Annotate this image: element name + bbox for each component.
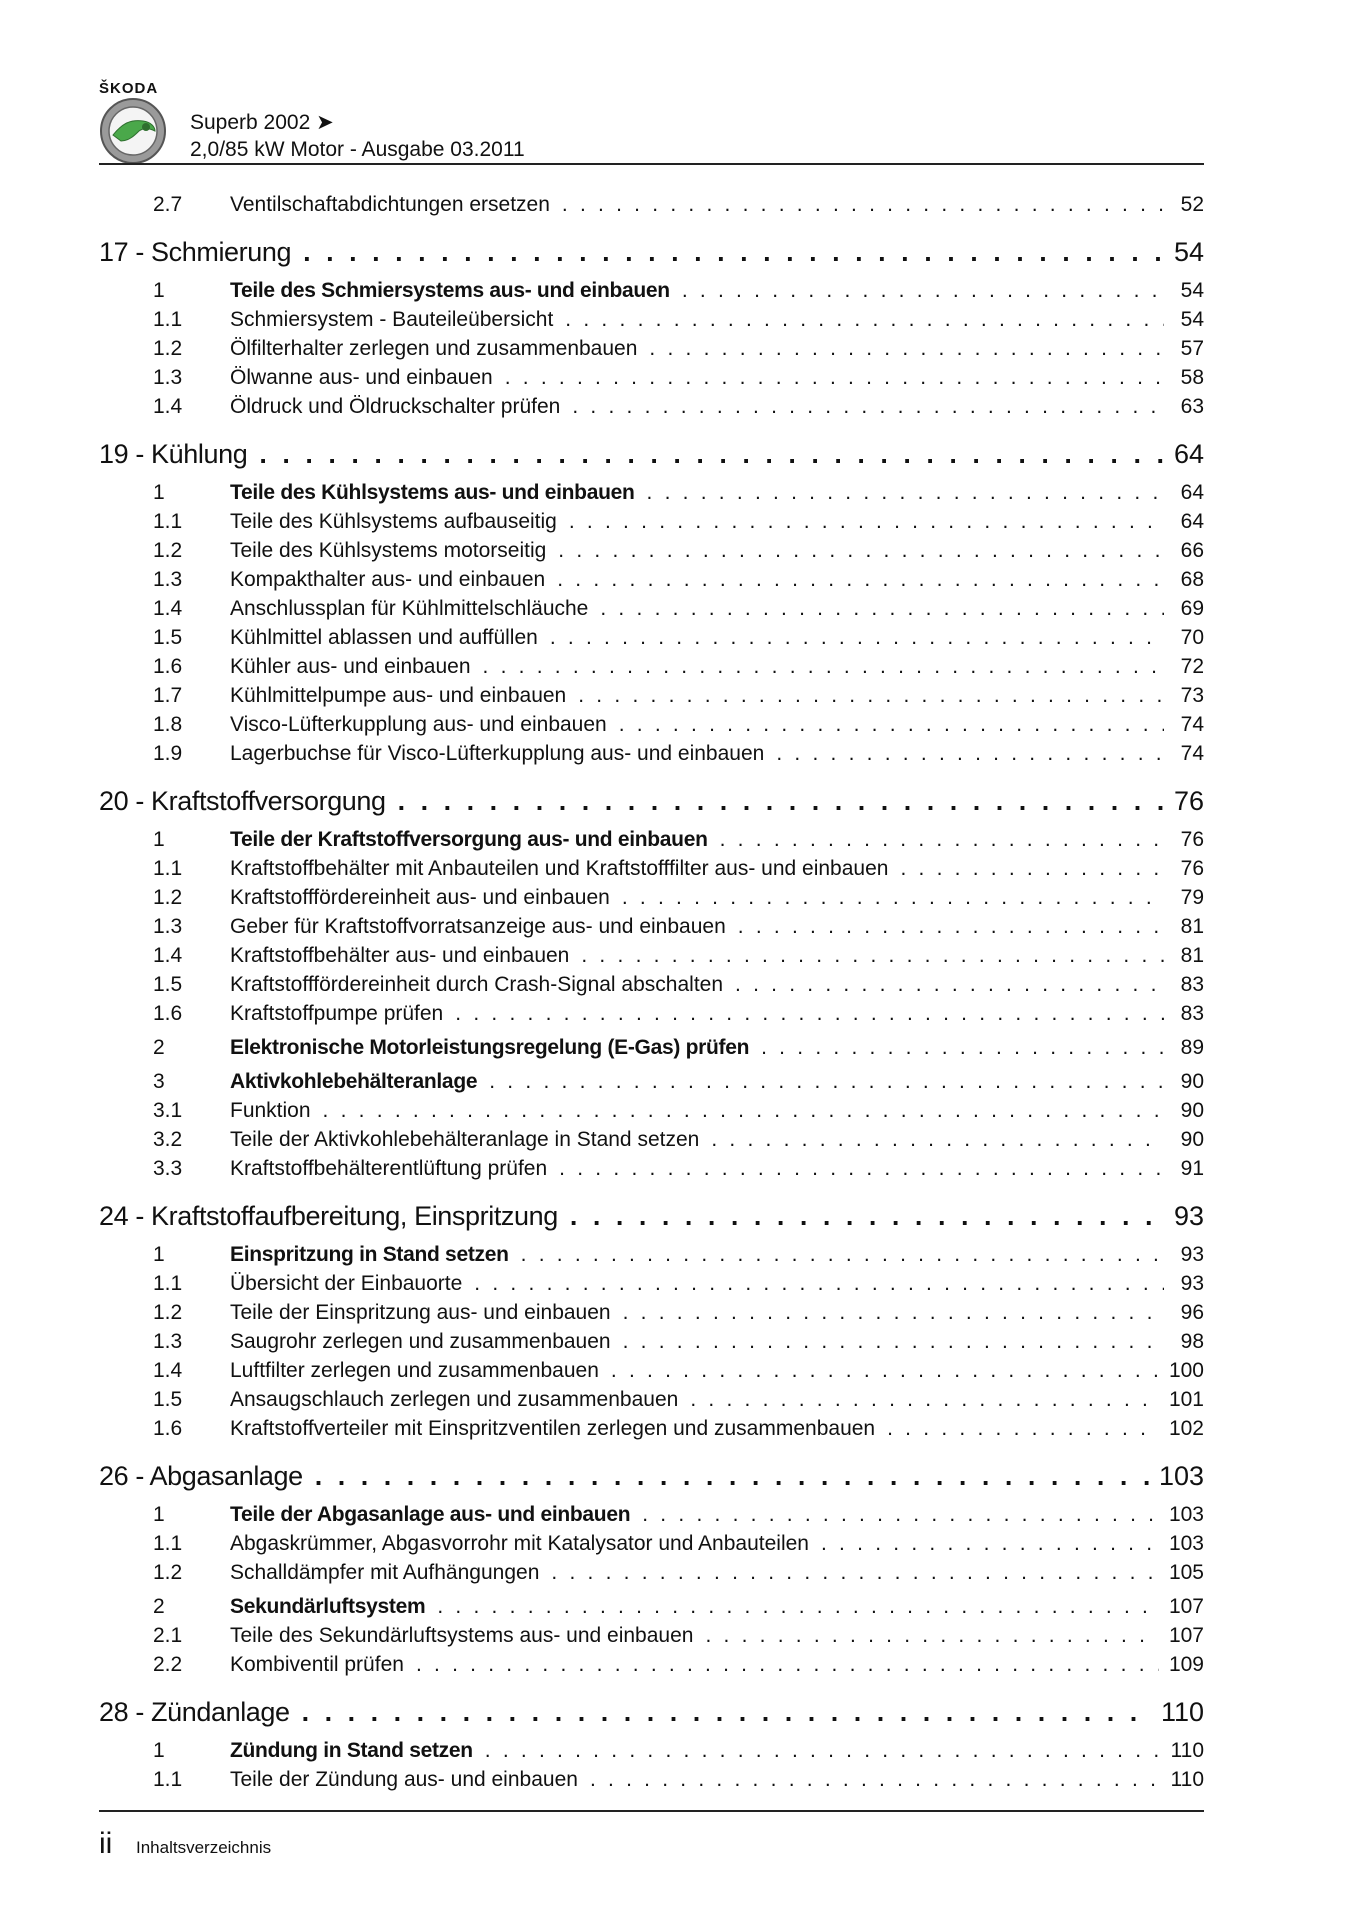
toc-item[interactable]: [99, 594, 1204, 623]
toc-title: Geber für Kraftstoffvorratsanzeige aus- und einbauen: [230, 915, 726, 938]
toc-number: 1: [153, 828, 165, 851]
toc-title: Teile des Schmiersystems aus- und einbauen: [230, 279, 670, 302]
toc-title: Teile der Aktivkohlebehälteranlage in Stand setzen: [230, 1128, 700, 1151]
dot-leader: [562, 190, 1164, 219]
toc-item[interactable]: [99, 305, 1204, 334]
toc-title: Schmiersystem - Bauteileübersicht: [230, 308, 554, 331]
toc-number: 1.5: [153, 626, 183, 649]
toc-item[interactable]: [99, 970, 1204, 999]
toc-item[interactable]: [99, 363, 1204, 392]
toc-title: Teile der Abgasanlage aus- und einbauen: [230, 1503, 631, 1526]
toc-title: Visco-Lüfterkupplung aus- und einbauen: [230, 713, 607, 736]
dot-leader: [315, 1457, 1149, 1495]
toc-number: 1.2: [153, 886, 183, 909]
dot-leader: [735, 970, 1164, 999]
toc-number: 1.1: [153, 308, 183, 331]
toc-title: Abgaskrümmer, Abgasvorrohr mit Katalysator und Anbauteilen: [230, 1532, 809, 1555]
toc-number: 1.4: [153, 1359, 183, 1382]
toc-page-number: 91: [1180, 1157, 1204, 1180]
toc-title: Ölfilterhalter zerlegen und zusammenbauen: [230, 337, 638, 360]
toc-title: Kraftstoffbehälter aus- und einbauen: [230, 944, 570, 967]
toc-item[interactable]: [99, 1269, 1204, 1298]
toc-title: Kühler aus- und einbauen: [230, 655, 471, 678]
toc-page-number: 54: [1180, 308, 1204, 331]
toc-number: 1.4: [153, 597, 183, 620]
toc-page-number: 64: [1180, 510, 1204, 533]
dot-leader: [720, 825, 1164, 854]
dot-leader: [559, 1154, 1164, 1183]
toc-page-number: 68: [1180, 568, 1204, 591]
toc-page-number: 52: [1180, 193, 1204, 216]
toc-number: 1: [153, 1503, 165, 1526]
toc-title: Teile des Sekundärluftsystems aus- und einbauen: [230, 1624, 694, 1647]
dot-leader: [682, 276, 1164, 305]
toc-page-number: 63: [1180, 395, 1204, 418]
toc-page-number: 90: [1180, 1070, 1204, 1093]
dot-leader: [483, 652, 1164, 681]
toc-page-number: 83: [1180, 973, 1204, 996]
toc-page-number: 93: [1173, 1201, 1204, 1231]
dot-leader: [505, 363, 1164, 392]
toc-number: 2.7: [153, 193, 183, 216]
dot-leader: [302, 1693, 1151, 1731]
toc-title: Elektronische Motorleistungsregelung (E-Gas) prüfen: [230, 1036, 750, 1059]
toc-item[interactable]: [99, 1154, 1204, 1183]
toc-title: Kraftstofffördereinheit aus- und einbauen: [230, 886, 610, 909]
toc-item[interactable]: [99, 392, 1204, 421]
footer-rule: [99, 1810, 1204, 1812]
toc-title: Kraftstoffverteiler mit Einspritzventilen zerlegen und zusammenbauen: [230, 1417, 876, 1440]
toc-page-number: 96: [1180, 1301, 1204, 1324]
toc-number: 1: [153, 481, 165, 504]
toc-title: Kühlmittelpumpe aus- und einbauen: [230, 684, 567, 707]
toc-section[interactable]: [99, 1736, 1204, 1765]
dot-leader: [551, 1558, 1159, 1587]
toc-page-number: 103: [1168, 1503, 1204, 1526]
toc-number: 3.3: [153, 1157, 183, 1180]
toc-item[interactable]: [99, 854, 1204, 883]
dot-leader: [323, 1096, 1164, 1125]
toc-page-number: 73: [1180, 684, 1204, 707]
toc-item[interactable]: [99, 912, 1204, 941]
toc-page-number: 102: [1168, 1417, 1204, 1440]
toc-page-number: 103: [1158, 1461, 1204, 1491]
dot-leader: [303, 233, 1164, 271]
toc-page-number: 110: [1160, 1697, 1204, 1727]
toc-title: Sekundärluftsystem: [230, 1595, 426, 1618]
toc-number: 1.6: [153, 1002, 183, 1025]
toc-section[interactable]: [99, 478, 1204, 507]
toc-number: 1.6: [153, 1417, 183, 1440]
toc-chapter[interactable]: [99, 1197, 1204, 1235]
toc-item[interactable]: [99, 652, 1204, 681]
dot-leader: [455, 999, 1164, 1028]
dot-leader: [619, 710, 1164, 739]
toc-number: 1.3: [153, 568, 183, 591]
toc-page-number: 110: [1170, 1739, 1204, 1762]
toc-page-number: 100: [1168, 1359, 1204, 1382]
toc-title: Ventilschaftabdichtungen ersetzen: [230, 193, 550, 216]
toc-number: 3.1: [153, 1099, 183, 1122]
toc-page-number: 54: [1180, 279, 1204, 302]
toc-title: Kühlmittel ablassen und auffüllen: [230, 626, 538, 649]
toc-page-number: 76: [1180, 828, 1204, 851]
dot-leader: [821, 1529, 1159, 1558]
toc-page-number: 90: [1180, 1099, 1204, 1122]
toc-page-number: 89: [1180, 1036, 1204, 1059]
toc-number: 1.2: [153, 539, 183, 562]
toc-page-number: 81: [1180, 944, 1204, 967]
dot-leader: [900, 854, 1164, 883]
dot-leader: [590, 1765, 1161, 1794]
toc-number: 1.8: [153, 713, 183, 736]
dot-leader: [557, 565, 1164, 594]
toc-page-number: 64: [1180, 481, 1204, 504]
toc-item[interactable]: [99, 681, 1204, 710]
toc-title: Kompakthalter aus- und einbauen: [230, 568, 546, 591]
toc-item[interactable]: [99, 1621, 1204, 1650]
toc-item[interactable]: [99, 739, 1204, 768]
dot-leader: [705, 1621, 1159, 1650]
dot-leader: [398, 782, 1164, 820]
dot-leader: [437, 1592, 1159, 1621]
toc-item[interactable]: [99, 1650, 1204, 1679]
dot-leader: [623, 1327, 1164, 1356]
dot-leader: [649, 334, 1164, 363]
skoda-logo-icon: [99, 97, 167, 165]
toc-page-number: 79: [1180, 886, 1204, 909]
toc-item[interactable]: [99, 1385, 1204, 1414]
dot-leader: [761, 1033, 1164, 1062]
toc-page-number: 69: [1180, 597, 1204, 620]
toc-chapter[interactable]: [99, 782, 1204, 820]
toc-page-number: 74: [1180, 713, 1204, 736]
toc-item[interactable]: [99, 1558, 1204, 1587]
dot-leader: [558, 536, 1164, 565]
toc-title: Teile der Zündung aus- und einbauen: [230, 1768, 578, 1791]
toc-section[interactable]: [99, 825, 1204, 854]
toc-item[interactable]: [99, 1414, 1204, 1443]
toc-item[interactable]: [99, 507, 1204, 536]
engine-subtitle: 2,0/85 kW Motor - Ausgabe 03.2011: [190, 138, 525, 161]
toc-item[interactable]: [99, 190, 1204, 219]
toc-page-number: 70: [1180, 626, 1204, 649]
toc-number: 1.2: [153, 1561, 183, 1584]
toc-number: 1.3: [153, 366, 183, 389]
toc-number: 3.2: [153, 1128, 183, 1151]
toc-page-number: 98: [1180, 1330, 1204, 1353]
toc-title: Saugrohr zerlegen und zusammenbauen: [230, 1330, 611, 1353]
toc-page-number: 93: [1180, 1243, 1204, 1266]
toc-number: 1.3: [153, 1330, 183, 1353]
toc-page-number: 72: [1180, 655, 1204, 678]
toc-number: 1.5: [153, 973, 183, 996]
toc-number: 2: [153, 1595, 165, 1618]
toc-number: 1.1: [153, 1272, 183, 1295]
toc-page-number: 105: [1168, 1561, 1204, 1584]
dot-leader: [623, 1298, 1164, 1327]
toc-item[interactable]: [99, 1356, 1204, 1385]
toc-item[interactable]: [99, 623, 1204, 652]
toc-page-number: 57: [1180, 337, 1204, 360]
dot-leader: [578, 681, 1164, 710]
toc-title: Öldruck und Öldruckschalter prüfen: [230, 395, 561, 418]
toc-number: 1: [153, 1243, 165, 1266]
toc-title: Anschlussplan für Kühlmittelschläuche: [230, 597, 589, 620]
toc-section[interactable]: [99, 276, 1204, 305]
toc-chapter[interactable]: [99, 233, 1204, 271]
toc-item[interactable]: [99, 536, 1204, 565]
toc-item[interactable]: [99, 1327, 1204, 1356]
table-of-contents: [99, 190, 1204, 1794]
dot-leader: [570, 1197, 1164, 1235]
toc-title: Übersicht der Einbauorte: [230, 1272, 463, 1295]
toc-page-number: 107: [1168, 1595, 1204, 1618]
toc-number: 1.2: [153, 337, 183, 360]
dot-leader: [569, 507, 1164, 536]
toc-page-number: 107: [1168, 1624, 1204, 1647]
dot-leader: [521, 1240, 1164, 1269]
toc-page-number: 58: [1180, 366, 1204, 389]
toc-page-number: 93: [1180, 1272, 1204, 1295]
toc-title: Einspritzung in Stand setzen: [230, 1243, 509, 1266]
toc-number: 1.4: [153, 395, 183, 418]
toc-title: 19 - Kühlung: [99, 439, 248, 469]
toc-item[interactable]: [99, 1529, 1204, 1558]
toc-number: 2.2: [153, 1653, 183, 1676]
toc-page-number: 109: [1168, 1653, 1204, 1676]
dot-leader: [489, 1067, 1164, 1096]
toc-title: Teile des Kühlsystems aufbauseitig: [230, 510, 557, 533]
toc-title: Luftfilter zerlegen und zusammenbauen: [230, 1359, 599, 1382]
toc-number: 2: [153, 1036, 165, 1059]
footer-section-label: Inhaltsverzeichnis: [136, 1838, 272, 1857]
toc-number: 1.1: [153, 510, 183, 533]
toc-section[interactable]: [99, 1067, 1204, 1096]
toc-title: Ansaugschlauch zerlegen und zusammenbauen: [230, 1388, 679, 1411]
toc-title: Teile der Einspritzung aus- und einbauen: [230, 1301, 611, 1324]
toc-title: 24 - Kraftstoffaufbereitung, Einspritzung: [99, 1201, 558, 1231]
toc-item[interactable]: [99, 1765, 1204, 1794]
toc-title: Schalldämpfer mit Aufhängungen: [230, 1561, 540, 1584]
toc-item[interactable]: [99, 710, 1204, 739]
toc-title: Aktivkohlebehälteranlage: [230, 1070, 478, 1093]
brand-wordmark: ŠKODA: [99, 80, 159, 97]
dot-leader: [622, 883, 1164, 912]
toc-item[interactable]: [99, 999, 1204, 1028]
toc-number: 1.5: [153, 1388, 183, 1411]
toc-section[interactable]: [99, 1240, 1204, 1269]
toc-item[interactable]: [99, 941, 1204, 970]
toc-title: Teile der Kraftstoffversorgung aus- und einbauen: [230, 828, 708, 851]
toc-title: Teile des Kühlsystems motorseitig: [230, 539, 547, 562]
dot-leader: [738, 912, 1164, 941]
toc-page-number: 110: [1170, 1768, 1204, 1791]
dot-leader: [474, 1269, 1164, 1298]
dot-leader: [711, 1125, 1164, 1154]
toc-number: 2.1: [153, 1624, 183, 1647]
toc-number: 1.9: [153, 742, 183, 765]
dot-leader: [565, 305, 1164, 334]
dot-leader: [485, 1736, 1161, 1765]
toc-number: 1.6: [153, 655, 183, 678]
toc-number: 1.4: [153, 944, 183, 967]
toc-title: Kombiventil prüfen: [230, 1653, 404, 1676]
toc-title: Kraftstoffbehälter mit Anbauteilen und Kraftstofffilter aus- und einbauen: [230, 857, 889, 880]
toc-title: Funktion: [230, 1099, 311, 1122]
toc-page-number: 101: [1168, 1388, 1204, 1411]
toc-number: 1.2: [153, 1301, 183, 1324]
toc-chapter[interactable]: [99, 1457, 1204, 1495]
toc-number: 1: [153, 279, 165, 302]
dot-leader: [581, 941, 1164, 970]
toc-section[interactable]: [99, 1500, 1204, 1529]
toc-page-number: 76: [1180, 857, 1204, 880]
toc-title: 20 - Kraftstoffversorgung: [99, 786, 386, 816]
toc-page-number: 83: [1180, 1002, 1204, 1025]
toc-number: 1.1: [153, 857, 183, 880]
toc-page-number: 64: [1173, 439, 1204, 469]
toc-chapter[interactable]: [99, 435, 1204, 473]
header-rule: [99, 163, 1204, 165]
toc-section[interactable]: [99, 1033, 1204, 1062]
toc-page-number: 90: [1180, 1128, 1204, 1151]
toc-item[interactable]: [99, 565, 1204, 594]
toc-title: 28 - Zündanlage: [99, 1697, 290, 1727]
toc-item[interactable]: [99, 883, 1204, 912]
dot-leader: [416, 1650, 1159, 1679]
dot-leader: [647, 478, 1164, 507]
model-title: Superb 2002 ➤: [190, 111, 334, 134]
dot-leader: [259, 435, 1164, 473]
toc-chapter[interactable]: [99, 1693, 1204, 1731]
toc-title: Ölwanne aus- und einbauen: [230, 366, 493, 389]
toc-number: 1.7: [153, 684, 183, 707]
toc-number: 1.1: [153, 1768, 183, 1791]
dot-leader: [776, 739, 1164, 768]
toc-item[interactable]: [99, 1125, 1204, 1154]
toc-number: 1.3: [153, 915, 183, 938]
dot-leader: [600, 594, 1164, 623]
toc-number: 3: [153, 1070, 165, 1093]
toc-number: 1.1: [153, 1532, 183, 1555]
toc-item[interactable]: [99, 334, 1204, 363]
dot-leader: [572, 392, 1164, 421]
dot-leader: [550, 623, 1164, 652]
dot-leader: [642, 1500, 1159, 1529]
page-number: ii: [99, 1827, 113, 1860]
toc-section[interactable]: [99, 1592, 1204, 1621]
toc-title: Kraftstofffördereinheit durch Crash-Signal abschalten: [230, 973, 724, 996]
dot-leader: [611, 1356, 1159, 1385]
toc-page-number: 103: [1168, 1532, 1204, 1555]
toc-page-number: 66: [1180, 539, 1204, 562]
toc-page-number: 74: [1180, 742, 1204, 765]
dot-leader: [887, 1414, 1159, 1443]
toc-title: Kraftstoffbehälterentlüftung prüfen: [230, 1157, 548, 1180]
toc-item[interactable]: [99, 1096, 1204, 1125]
toc-title: 26 - Abgasanlage: [99, 1461, 303, 1491]
toc-title: Zündung in Stand setzen: [230, 1739, 473, 1762]
toc-page-number: 76: [1173, 786, 1204, 816]
toc-title: Lagerbuchse für Visco-Lüfterkupplung aus- und einbauen: [230, 742, 765, 765]
toc-title: Kraftstoffpumpe prüfen: [230, 1002, 444, 1025]
toc-page-number: 54: [1173, 237, 1204, 267]
dot-leader: [690, 1385, 1159, 1414]
toc-title: Teile des Kühlsystems aus- und einbauen: [230, 481, 635, 504]
toc-item[interactable]: [99, 1298, 1204, 1327]
toc-page-number: 81: [1180, 915, 1204, 938]
toc-number: 1: [153, 1739, 165, 1762]
toc-title: 17 - Schmierung: [99, 237, 292, 267]
